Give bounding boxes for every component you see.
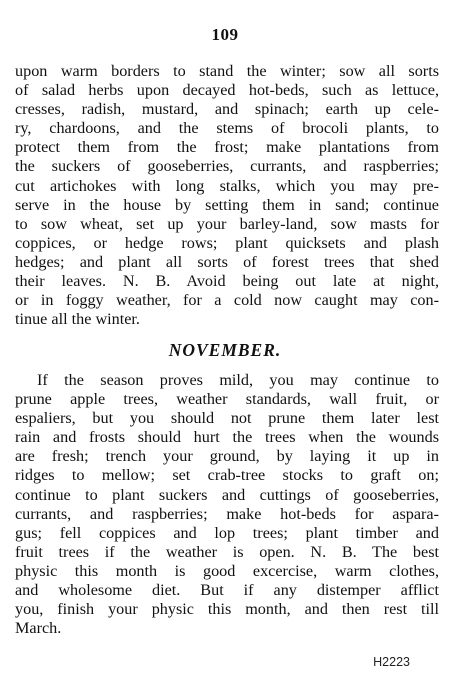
text-line: of salad herbs upon decayed hot-beds, such as lettuce, [15, 81, 439, 100]
text-line: upon warm borders to stand the winter; sow all sorts [15, 62, 439, 80]
text-line: the suckers of gooseberries, currants, and raspberries; [15, 157, 439, 176]
text-line: or in foggy weather, for a cold now caught may con- [15, 291, 439, 310]
section-heading-november: NOVEMBER. [168, 340, 282, 360]
text-line: to sow wheat, set up your barley-land, sow masts for [15, 214, 439, 233]
text-line: gus; fell coppices and lop trees; plant timber and [15, 523, 439, 542]
text-line: coppices, or hedge rows; plant quicksets and plash [15, 233, 439, 252]
signature-mark: H2223 [373, 655, 410, 669]
text-line: prune apple trees, weather standards, wall fruit, or [15, 390, 439, 409]
text-line: cut artichokes with long stalks, which you may pre- [15, 176, 439, 195]
text-line: March. [15, 619, 62, 638]
text-line: continue to plant suckers and cuttings of gooseberries, [15, 485, 439, 504]
text-line: tinue all the winter. [15, 310, 140, 329]
text-line: you, finish your physic this month, and then rest till [15, 600, 439, 619]
text-line: ridges to mellow; set crab-tree stocks to graft on; [15, 466, 439, 485]
text-line: ry, chardoons, and the stems of brocoli plants, to [15, 119, 439, 138]
text-line: fruit trees if the weather is open. N. B. The best [15, 542, 439, 561]
paragraph-november [15, 371, 439, 638]
text-line: and wholesome diet. But if any distemper afflict [15, 581, 439, 600]
text-line: hedges; and plant all sorts of forest trees that shed [15, 252, 439, 271]
text-line: rain and frosts should hurt the trees when the wounds [15, 428, 439, 447]
paragraph-october-continued [15, 62, 439, 329]
text-line: serve in the house by setting them in sand; continue [15, 195, 439, 214]
text-line: espaliers, but you should not prune them later lest [15, 409, 439, 428]
text-line: protect them from the frost; make plantations from [15, 138, 439, 157]
text-line: are fresh; trench your ground, by laying it up in [15, 447, 439, 466]
text-line: If the season proves mild, you may continue to [37, 371, 439, 389]
page-number: 109 [211, 25, 239, 44]
text-line: their leaves. N. B. Avoid being out late at night, [15, 272, 439, 291]
text-line: currants, and raspberries; make hot-beds for aspara- [15, 504, 439, 523]
text-line: cresses, radish, mustard, and spinach; earth up cele- [15, 100, 439, 119]
text-line: physic this month is good excercise, warm clothes, [15, 561, 439, 580]
